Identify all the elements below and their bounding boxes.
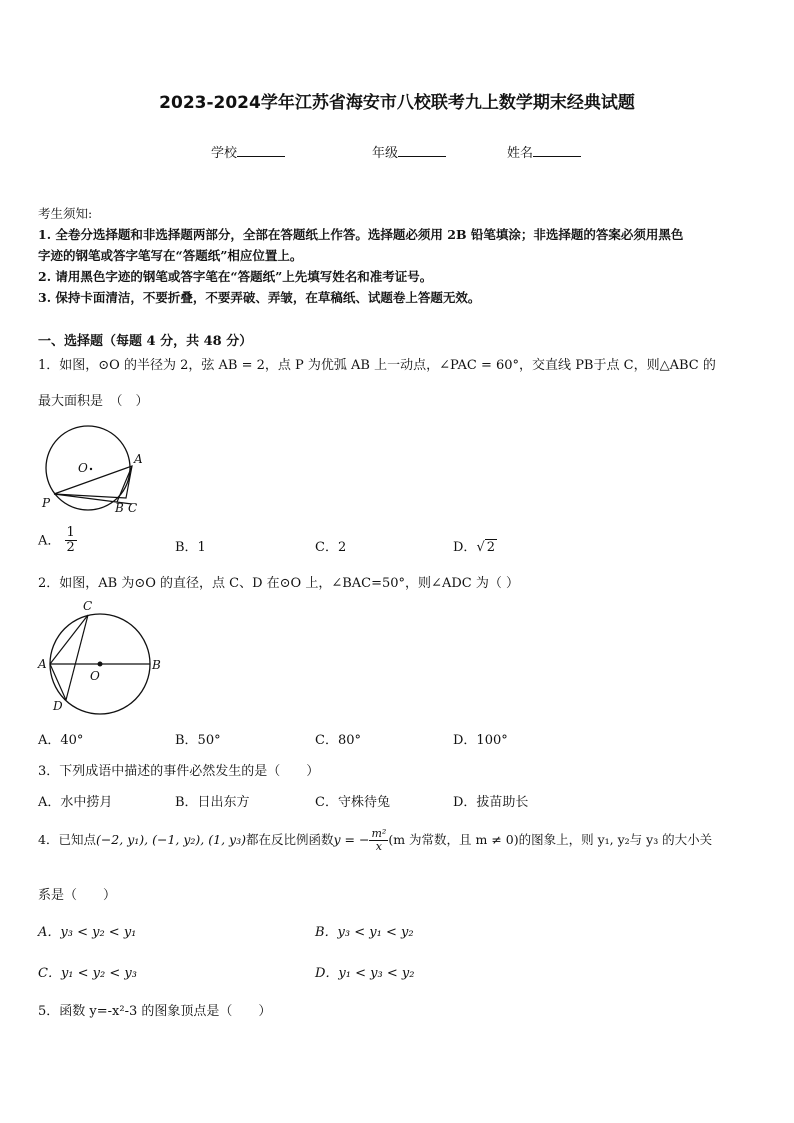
q3-option-a[interactable]: A．水中捞月 bbox=[38, 795, 113, 810]
q3-option-b[interactable]: B．日出东方 bbox=[175, 795, 250, 810]
page-title: 2023-2024学年江苏省海安市八校联考九上数学期末经典试题 bbox=[159, 93, 635, 113]
q1-label-p: P bbox=[42, 496, 51, 510]
section-heading: 一、选择题（每题 4 分，共 48 分） bbox=[38, 334, 253, 349]
name-blank bbox=[533, 144, 581, 157]
sqrt-symbol: √ bbox=[476, 540, 485, 555]
q2-label-o: O bbox=[90, 669, 100, 683]
school-blank bbox=[237, 144, 285, 157]
q2-option-a[interactable]: A．40° bbox=[38, 733, 84, 748]
q4-fraction: $\frac{\text{m²}}{x}$ bbox=[371, 827, 387, 854]
q1-figure bbox=[38, 432, 148, 517]
notice-item3: 3. 保持卡面清洁，不要折叠，不要弄破、弄皱，在草稿纸、试题卷上答题无效。 bbox=[38, 290, 481, 305]
grade-label: 年级 bbox=[372, 146, 399, 161]
notice-heading: 考生须知: bbox=[38, 206, 93, 221]
q4-stem-line1: 4．已知点(−2, y₁), (−1, y₂), (1, y₃)都在反比例函数y = − $\frac{\text{m²}}{x}$ (m 为常数，且 m ≠ 0)的图象上，则 y₁, y₂与 y₃ 的大小关 bbox=[38, 827, 713, 854]
q1-option-c[interactable]: C．2 bbox=[315, 540, 347, 555]
q2-center-dot bbox=[98, 662, 103, 667]
grade-blank bbox=[398, 144, 446, 157]
notice-item1-line1: 1. 全卷分选择题和非选择题两部分，全部在答题纸上作答。选择题必须用 2B 铅笔填涂；非选择题的答案必须用黑色 bbox=[38, 227, 684, 242]
q4-stem-line2: 系是（ ） bbox=[38, 888, 117, 903]
q2-label-a: A bbox=[38, 657, 47, 671]
q4-option-a[interactable]: A．y₃ < y₂ < y₁ bbox=[38, 925, 137, 940]
q1-stem-line1: 1．如图，⊙O 的半径为 2，弦 AB = 2，点 P 为优弧 AB 上一动点，∠PAC = 60°，交直线 PB于点 C，则△ABC 的 bbox=[38, 358, 716, 373]
q3-option-c[interactable]: C．守株待兔 bbox=[315, 795, 390, 810]
q1-label-a: A bbox=[134, 452, 143, 466]
q2-stem: 2．如图，AB 为⊙O 的直径，点 C、D 在⊙O 上，∠BAC=50°，则∠ADC 为（ ） bbox=[38, 576, 519, 591]
q1-stem-line2: 最大面积是 （ ） bbox=[38, 394, 149, 409]
q2-label-d: D bbox=[53, 699, 63, 713]
school-field bbox=[211, 142, 285, 161]
notice-item2: 2. 请用黑色字迹的钢笔或答字笔在“答题纸”上先填写姓名和准考证号。 bbox=[38, 269, 433, 284]
q1-label-o: O bbox=[78, 461, 88, 475]
q1-option-b[interactable]: B．1 bbox=[175, 540, 206, 555]
name-label: 姓名 bbox=[507, 146, 534, 161]
q2-option-d[interactable]: D．100° bbox=[453, 733, 508, 748]
q2-option-b[interactable]: B．50° bbox=[175, 733, 221, 748]
grade-field bbox=[372, 142, 446, 161]
q1-option-a[interactable]: A． $\frac{1}{2}$ bbox=[38, 525, 75, 556]
q4-option-c[interactable]: C．y₁ < y₂ < y₃ bbox=[38, 966, 137, 981]
q1-option-a-fraction: $\frac{1}{2}$ bbox=[66, 525, 75, 556]
name-field bbox=[507, 142, 581, 161]
notice-item1-line2: 字迹的钢笔或答字笔写在“答题纸”相应位置上。 bbox=[38, 248, 303, 263]
q1-option-d[interactable]: D．√ 2 bbox=[453, 540, 496, 555]
q4-option-d[interactable]: D．y₁ < y₃ < y₂ bbox=[315, 966, 415, 981]
q2-figure bbox=[38, 598, 168, 718]
q2-label-c: C bbox=[83, 599, 93, 613]
q3-stem: 3．下列成语中描述的事件必然发生的是（ ） bbox=[38, 764, 320, 779]
q2-option-c[interactable]: C．80° bbox=[315, 733, 361, 748]
q4-option-b[interactable]: B．y₃ < y₁ < y₂ bbox=[315, 925, 414, 940]
q1-label-c: C bbox=[128, 501, 138, 515]
q3-option-d[interactable]: D．拔苗助长 bbox=[453, 795, 529, 810]
q4-points: (−2, y₁), (−1, y₂), (1, y₃) bbox=[95, 832, 246, 848]
q2-label-b: B bbox=[152, 658, 161, 672]
q1-label-b: B bbox=[115, 501, 124, 515]
school-label: 学校 bbox=[211, 146, 238, 161]
q5-stem: 5．函数 y=-x²-3 的图象顶点是（ ） bbox=[38, 1004, 272, 1019]
